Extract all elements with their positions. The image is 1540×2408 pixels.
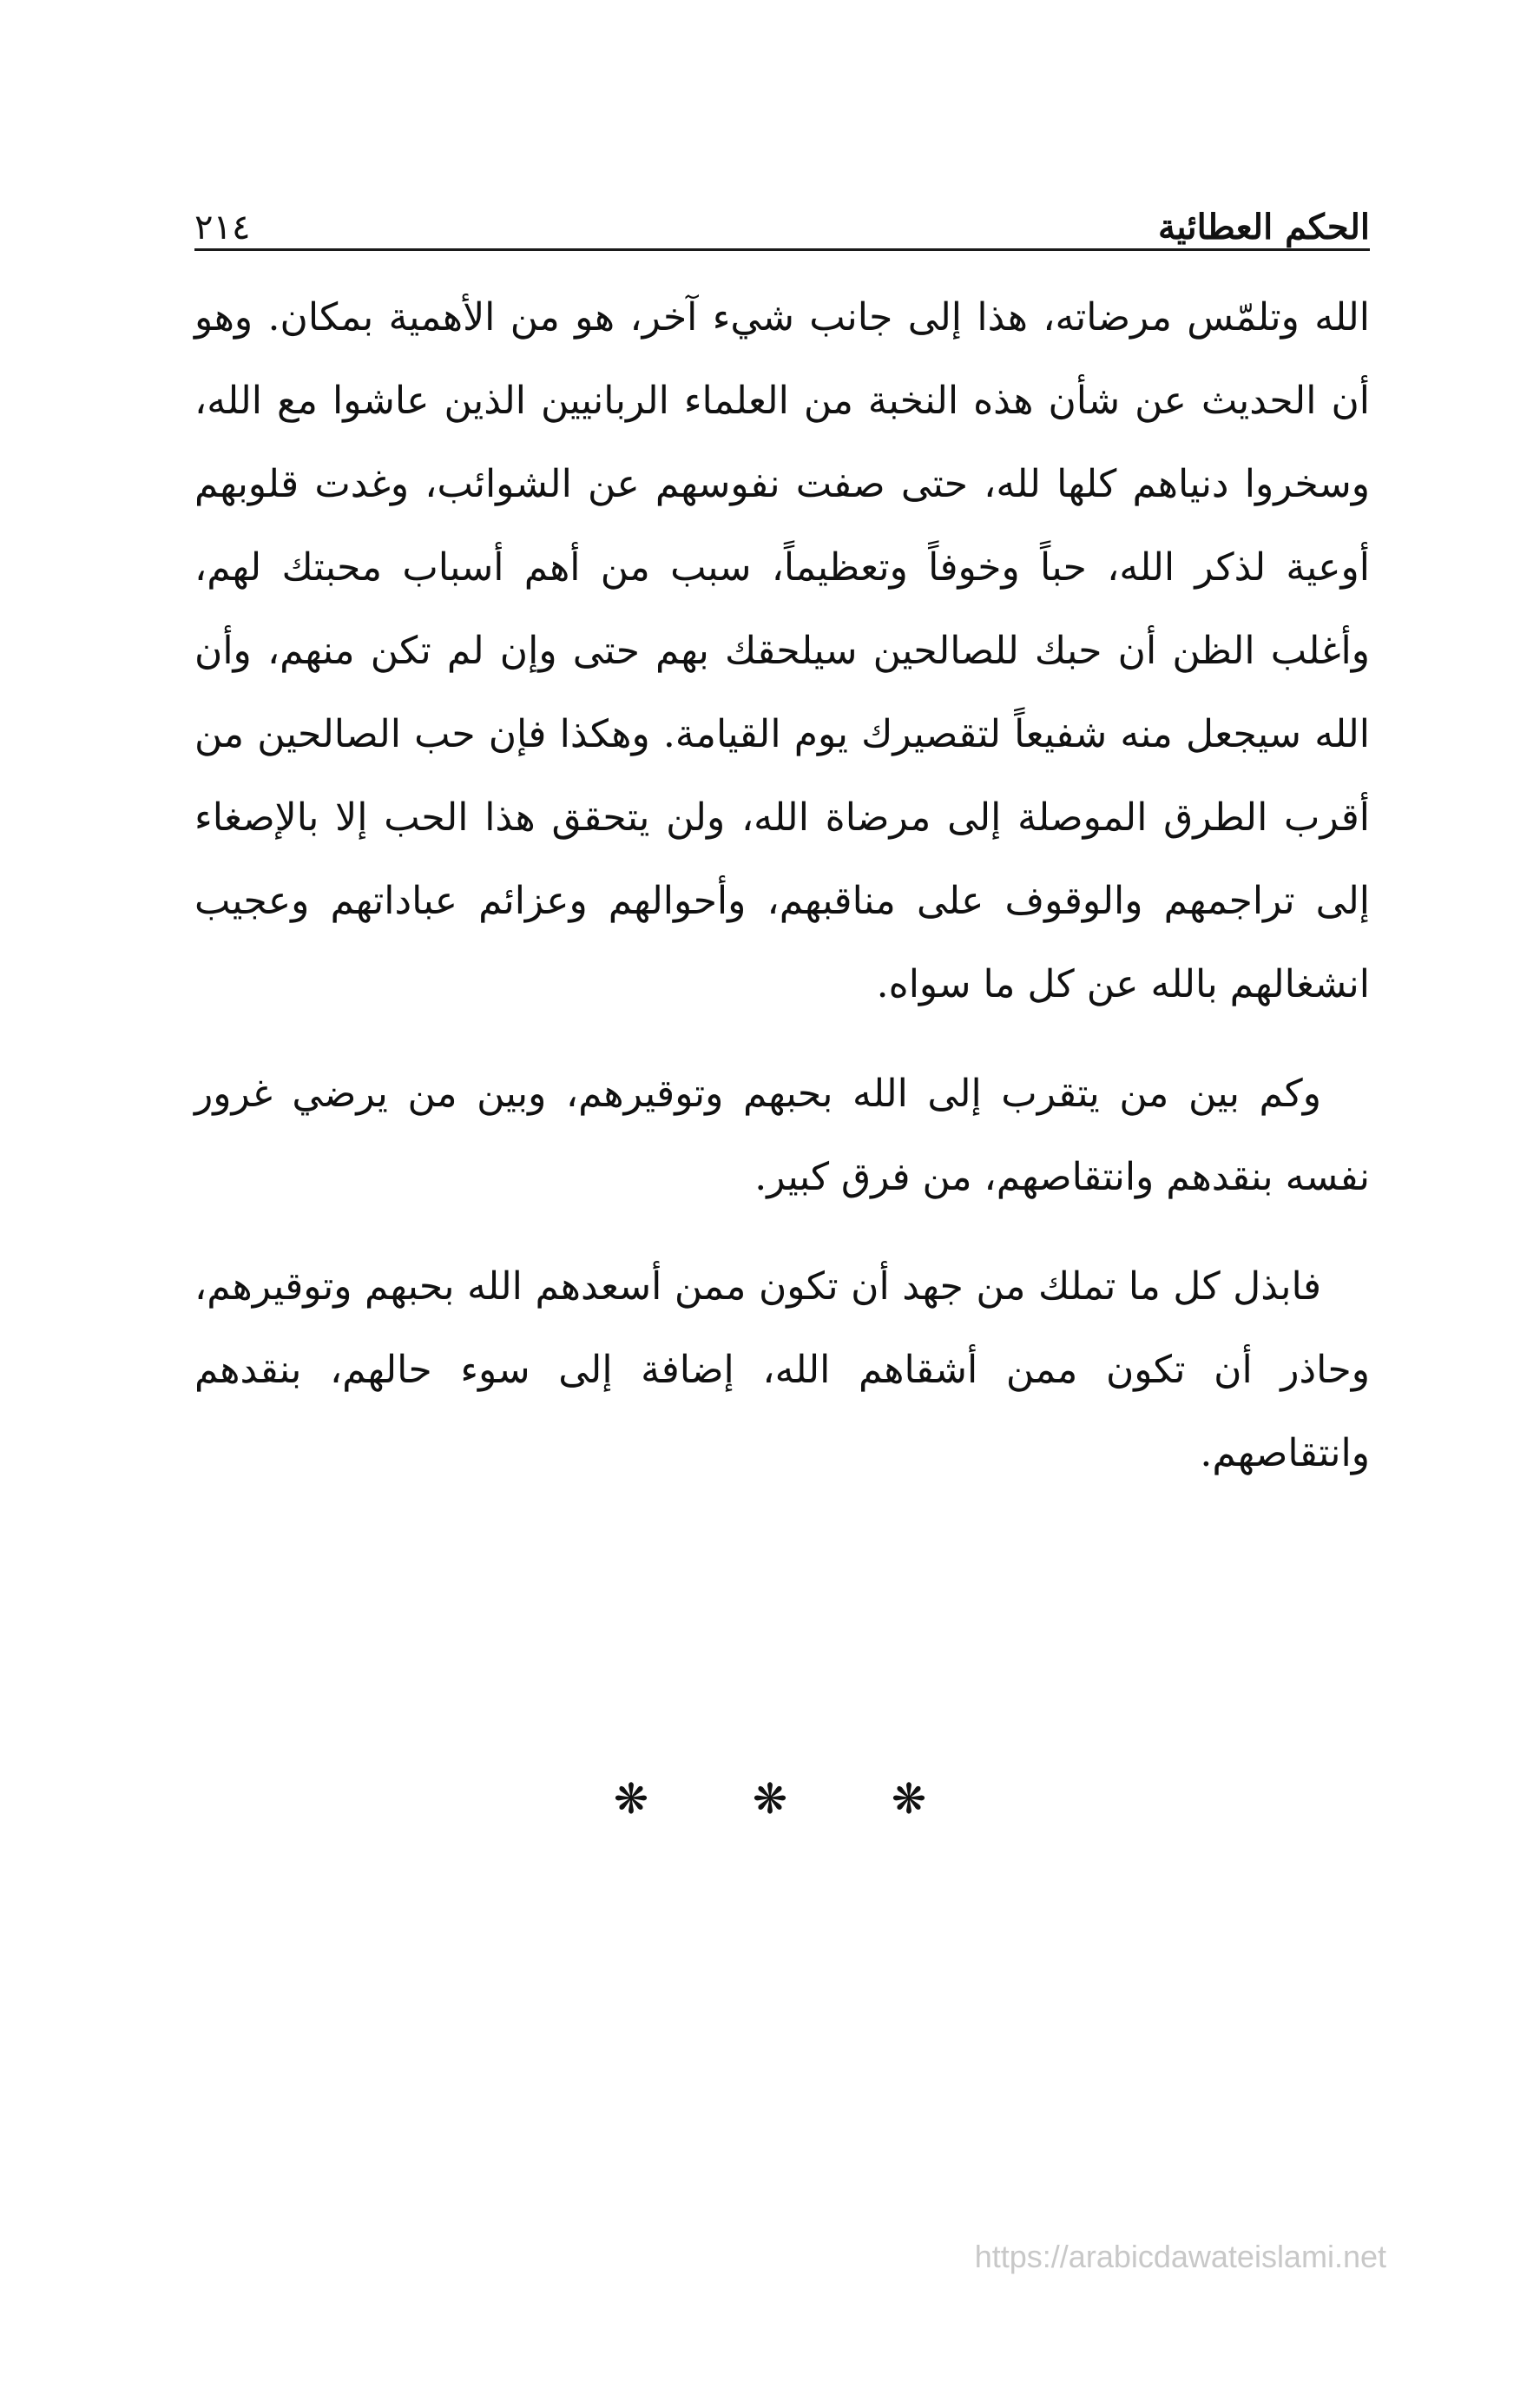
paragraph-3: فابذل كل ما تملك من جهد أن تكون ممن أسعدهم الله بحبهم وتوقيرهم، وحاذر أن تكون ممن أشقاهم الله، إضافة إلى سوء حالهم، بنقدهم وانتقاصهم. xyxy=(194,1264,1370,1475)
running-head xyxy=(194,184,1370,245)
watermark-url: https://arabicdawateislami.net xyxy=(974,2239,1386,2274)
body-text xyxy=(194,276,1370,1495)
paragraph-2: وكم بين من يتقرب إلى الله بحبهم وتوقيرهم، وبين من يرضي غرور نفسه بنقدهم وانتقاصهم، من فرق كبير. xyxy=(194,1072,1370,1199)
asterism-mark: ❋ xyxy=(613,1775,649,1824)
paragraph-1: الله وتلمّس مرضاته، هذا إلى جانب شيء آخر، هو من الأهمية بمكان. وهو أن الحديث عن شأن هذه النخبة من العلماء الربانيين الذين عاشوا مع الله، وسخروا دنياهم كلها لله، حتى صفت نفوسهم عن الشوائب، وغدت قلوبهم أوعية لذكر الله، حباً وخوفاً وتعظيماً، سبب من أهم أسباب محبتك لهم، وأغلب الظن أن حبك للصالحين سيلحقك بهم حتى وإن لم تكن منهم، وأن الله سيجعل منه شفيعاً لتقصيرك يوم القيامة. وهكذا فإن حب الصالحين من أقرب الطرق الموصلة إلى مرضاة الله، ولن يتحقق هذا الحب إلا بالإصغاء إلى تراجمهم والوقوف على مناقبهم، وأحوالهم وعزائم عباداتهم وعجيب انشغالهم بالله عن كل ما سواه. xyxy=(194,295,1370,1006)
section-separator xyxy=(0,1775,1540,1824)
running-head-title: الحكم العطائية xyxy=(1157,207,1370,247)
asterism-mark: ❋ xyxy=(891,1775,927,1824)
asterism-mark: ❋ xyxy=(752,1775,788,1824)
header-rule xyxy=(194,248,1370,251)
page-number: ٢١٤ xyxy=(194,208,251,247)
